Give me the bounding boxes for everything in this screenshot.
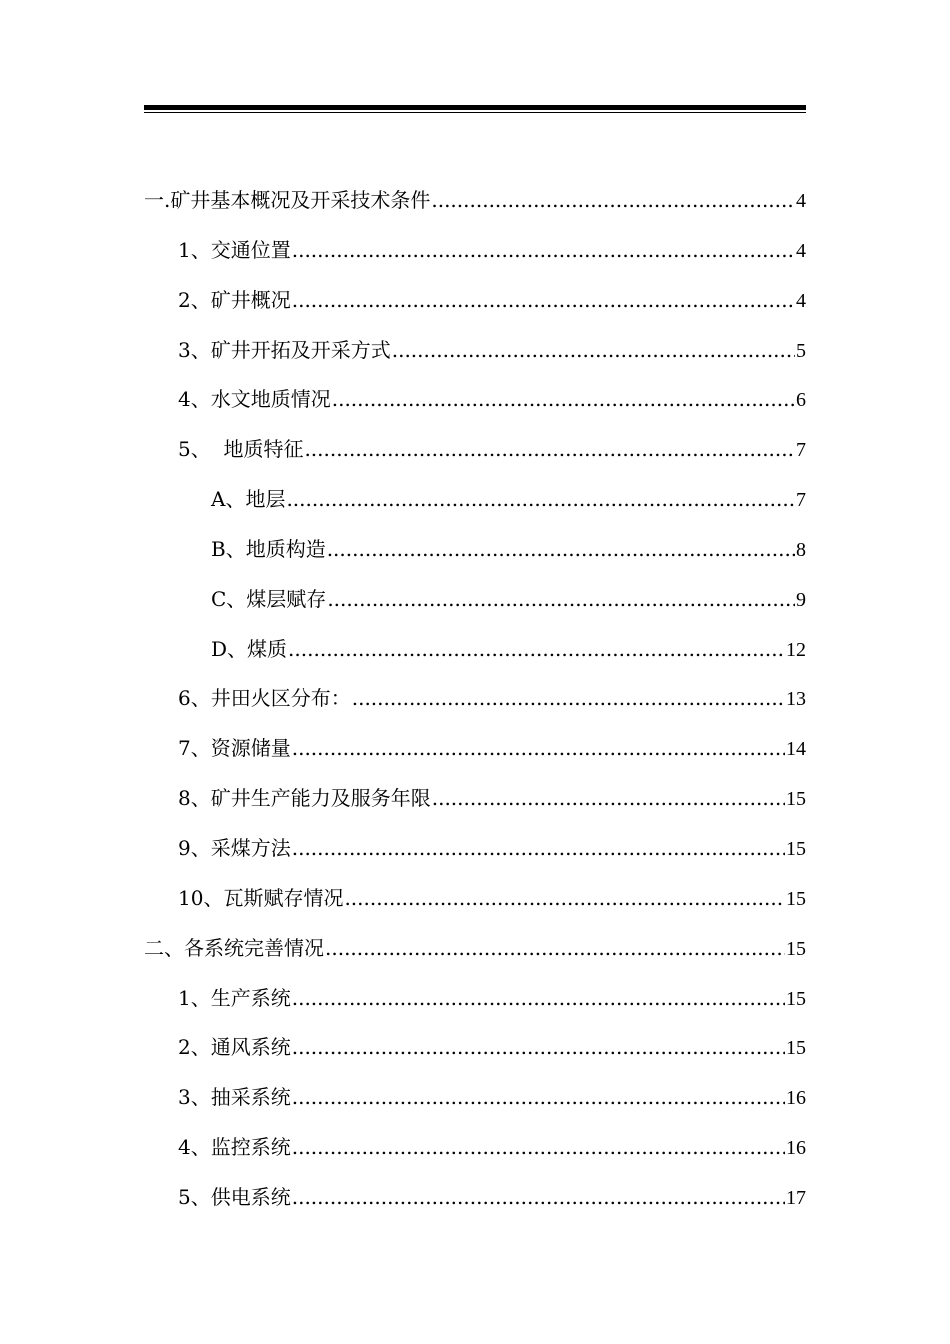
toc-entry[interactable] bbox=[144, 629, 806, 679]
toc-entry-page: 17 bbox=[786, 1186, 806, 1209]
toc-entry[interactable] bbox=[144, 828, 806, 878]
toc-entry-title: 1、生产系统 bbox=[178, 985, 291, 1010]
toc-entry-title: A、地层 bbox=[211, 487, 286, 512]
toc-entry-leader bbox=[292, 1177, 785, 1217]
toc-entry-title: 一.矿井基本概况及开采技术条件 bbox=[144, 188, 431, 212]
toc-entry[interactable] bbox=[144, 1077, 806, 1127]
toc-entry[interactable] bbox=[144, 529, 806, 579]
toc-entry-leader bbox=[292, 828, 785, 868]
toc-entry[interactable] bbox=[144, 479, 806, 529]
toc-entry-page: 14 bbox=[786, 738, 806, 761]
toc-entry-title: 6、井田火区分布： bbox=[178, 686, 351, 711]
toc-entry-page: 12 bbox=[786, 638, 806, 661]
toc-entry-leader bbox=[292, 978, 785, 1018]
toc-entry-leader bbox=[392, 330, 795, 370]
toc-entry-leader bbox=[292, 230, 795, 270]
toc-entry-title: 3、抽采系统 bbox=[178, 1085, 291, 1110]
toc-entry[interactable] bbox=[144, 928, 806, 978]
toc-entry-title: 1、交通位置 bbox=[178, 237, 291, 262]
toc-entry-leader bbox=[292, 1027, 785, 1067]
toc-entry-title: 2、矿井概况 bbox=[178, 287, 291, 312]
toc-entry-leader bbox=[292, 728, 785, 768]
toc-entry-leader bbox=[327, 529, 795, 569]
toc-entry-title: D、煤质 bbox=[211, 636, 288, 661]
toc-entry[interactable] bbox=[144, 778, 806, 828]
toc-entry-leader bbox=[286, 479, 795, 519]
toc-entry[interactable] bbox=[144, 330, 806, 380]
toc-entry[interactable] bbox=[144, 728, 806, 778]
header-rule-thin bbox=[144, 112, 806, 113]
toc-entry-title: C、煤层赋存 bbox=[211, 586, 327, 611]
toc-entry-page: 15 bbox=[786, 937, 806, 960]
header-rule bbox=[144, 105, 806, 113]
toc-entry-page: 15 bbox=[786, 987, 806, 1010]
toc-entry-leader bbox=[352, 678, 785, 718]
toc-entry-title: 二、各系统完善情况 bbox=[144, 935, 324, 960]
toc-entry-leader bbox=[325, 928, 785, 968]
toc-entry-page: 13 bbox=[786, 688, 806, 711]
toc-entry-leader bbox=[292, 280, 795, 320]
toc-entry[interactable] bbox=[144, 1127, 806, 1177]
toc-entry-leader bbox=[344, 878, 785, 918]
header-rule-thick bbox=[144, 105, 806, 110]
table-of-contents bbox=[144, 180, 806, 1227]
toc-entry-page: 15 bbox=[786, 887, 806, 910]
toc-entry[interactable] bbox=[144, 1027, 806, 1077]
toc-entry-title: 4、水文地质情况 bbox=[178, 387, 331, 412]
toc-entry-page: 16 bbox=[786, 1087, 806, 1110]
toc-entry[interactable] bbox=[144, 678, 806, 728]
toc-entry-page: 8 bbox=[796, 538, 806, 561]
toc-entry-title: 10、瓦斯赋存情况 bbox=[178, 885, 344, 910]
toc-entry-leader bbox=[292, 1127, 785, 1167]
toc-entry-leader bbox=[431, 180, 795, 220]
toc-entry-page: 4 bbox=[796, 289, 806, 312]
toc-entry[interactable] bbox=[144, 379, 806, 429]
toc-entry-page: 6 bbox=[796, 389, 806, 412]
toc-entry-title: 7、资源储量 bbox=[178, 736, 291, 761]
toc-entry-title: 5、 地质特征 bbox=[178, 437, 304, 462]
toc-entry-title: 8、矿井生产能力及服务年限 bbox=[178, 786, 431, 811]
toc-entry-leader bbox=[288, 629, 785, 669]
toc-entry-title: 5、供电系统 bbox=[178, 1184, 291, 1209]
toc-entry[interactable] bbox=[144, 429, 806, 479]
toc-entry-page: 4 bbox=[796, 190, 806, 212]
toc-entry[interactable] bbox=[144, 280, 806, 330]
toc-entry-leader bbox=[327, 579, 795, 619]
toc-entry-page: 5 bbox=[796, 339, 806, 362]
toc-entry-title: B、地质构造 bbox=[211, 536, 326, 561]
toc-entry[interactable] bbox=[144, 579, 806, 629]
toc-entry-leader bbox=[332, 379, 795, 419]
toc-entry-page: 15 bbox=[786, 788, 806, 811]
toc-entry[interactable] bbox=[144, 1177, 806, 1227]
toc-entry-page: 15 bbox=[786, 837, 806, 860]
toc-entry-leader bbox=[432, 778, 785, 818]
toc-entry[interactable] bbox=[144, 978, 806, 1028]
toc-entry-title: 9、采煤方法 bbox=[178, 835, 291, 860]
toc-entry-leader bbox=[292, 1077, 785, 1117]
toc-entry-title: 3、矿井开拓及开采方式 bbox=[178, 337, 391, 362]
toc-entry-page: 16 bbox=[786, 1137, 806, 1160]
toc-entry[interactable] bbox=[144, 230, 806, 280]
toc-entry-leader bbox=[304, 429, 795, 469]
toc-entry-title: 2、通风系统 bbox=[178, 1035, 291, 1060]
toc-entry-page: 15 bbox=[786, 1037, 806, 1060]
toc-entry-page: 4 bbox=[796, 239, 806, 262]
toc-entry-title: 4、监控系统 bbox=[178, 1135, 291, 1160]
toc-entry[interactable] bbox=[144, 878, 806, 928]
toc-entry-page: 7 bbox=[796, 489, 806, 512]
toc-entry[interactable] bbox=[144, 180, 806, 230]
toc-entry-page: 7 bbox=[796, 439, 806, 462]
toc-entry-page: 9 bbox=[796, 588, 806, 611]
